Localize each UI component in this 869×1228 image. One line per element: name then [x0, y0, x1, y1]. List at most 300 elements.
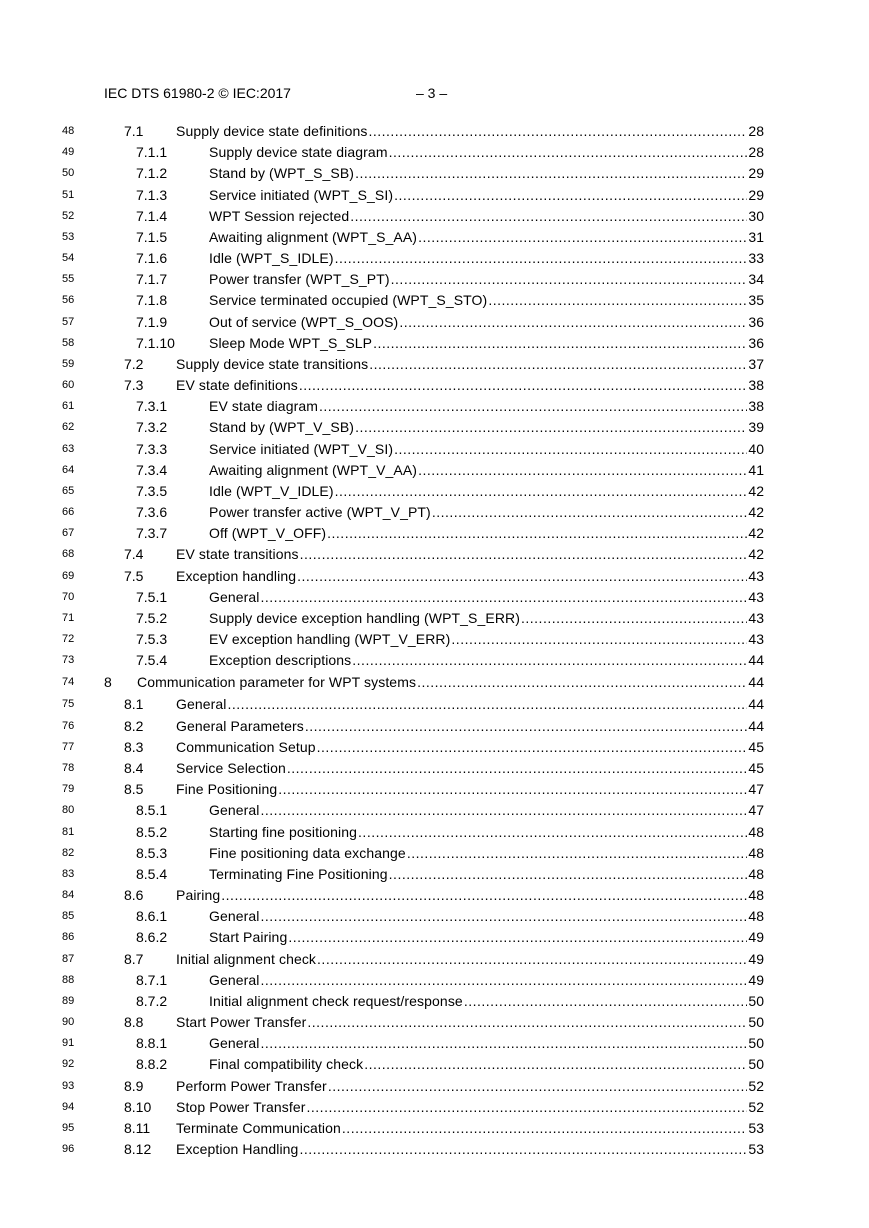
dot-leader	[391, 269, 748, 290]
toc-entry[interactable]	[0, 269, 869, 290]
section-title: Power transfer active (WPT_V_PT)	[209, 504, 431, 521]
toc-entry-body	[124, 716, 764, 737]
toc-entry[interactable]	[0, 671, 869, 694]
section-title: EV state transitions	[176, 546, 299, 563]
section-title: Start Power Transfer	[176, 1014, 307, 1031]
dot-leader	[399, 312, 747, 333]
toc-entry[interactable]	[0, 544, 869, 565]
section-title: General	[209, 1035, 260, 1052]
toc-entry-body	[136, 227, 764, 248]
section-title: Fine Positioning	[176, 781, 278, 798]
page-reference: 49	[748, 971, 764, 988]
dot-leader	[355, 417, 747, 438]
toc-entry[interactable]	[0, 1118, 869, 1139]
section-number: 8.6.2	[136, 929, 168, 946]
toc-entry-body	[124, 1118, 764, 1139]
page-reference: 40	[748, 440, 764, 457]
toc-entry[interactable]	[0, 906, 869, 927]
toc-entry[interactable]	[0, 822, 869, 843]
toc-entry[interactable]	[0, 354, 869, 375]
line-number: 57	[62, 315, 75, 328]
line-number: 64	[62, 463, 75, 476]
line-number: 91	[62, 1037, 75, 1050]
section-number: 8.5.1	[136, 802, 168, 819]
line-number: 58	[62, 336, 75, 349]
page-reference: 34	[748, 271, 764, 288]
toc-entry[interactable]	[0, 502, 869, 523]
toc-entry[interactable]	[0, 758, 869, 779]
line-number: 50	[62, 167, 75, 180]
dot-leader	[297, 566, 747, 587]
toc-entry[interactable]	[0, 779, 869, 800]
document-identifier: IEC DTS 61980-2 © IEC:2017	[104, 85, 291, 101]
line-number: 80	[62, 804, 75, 817]
section-number: 8.4	[124, 759, 144, 776]
toc-entry-body	[136, 312, 764, 333]
toc-entry-body	[124, 949, 764, 970]
section-title: Off (WPT_V_OFF)	[209, 525, 327, 542]
toc-entry[interactable]	[0, 608, 869, 629]
page-reference: 53	[748, 1119, 764, 1136]
page-reference: 50	[748, 1035, 764, 1052]
section-title: EV state diagram	[209, 398, 318, 415]
line-number: 77	[62, 740, 75, 753]
page-reference: 36	[748, 334, 764, 351]
dot-leader	[300, 544, 748, 565]
section-title: Fine positioning data exchange	[209, 844, 406, 861]
toc-entry[interactable]	[0, 206, 869, 227]
section-number: 7.3.1	[136, 398, 168, 415]
section-title: Perform Power Transfer	[176, 1077, 327, 1094]
toc-entry-body	[136, 991, 764, 1012]
section-number: 8.9	[124, 1077, 144, 1094]
page-reference: 50	[748, 1014, 764, 1031]
section-title: Final compatibility check	[209, 1056, 364, 1073]
toc-entry-body	[124, 737, 764, 758]
section-title: General	[209, 971, 260, 988]
dot-leader	[221, 885, 747, 906]
page-reference: 42	[748, 546, 764, 563]
dot-leader	[307, 1012, 747, 1033]
line-number: 95	[62, 1121, 75, 1134]
toc-entry-body	[104, 671, 764, 694]
toc-entry[interactable]	[0, 185, 869, 206]
page-reference: 42	[748, 504, 764, 521]
line-number: 84	[62, 889, 75, 902]
toc-entry-body	[136, 906, 764, 927]
toc-entry[interactable]	[0, 716, 869, 737]
toc-entry-body	[124, 354, 764, 375]
section-number: 7.3	[124, 377, 144, 394]
dot-leader	[335, 248, 748, 269]
section-number: 7.1.10	[136, 334, 175, 351]
page-reference: 44	[748, 652, 764, 669]
section-title: Supply device state definitions	[176, 123, 368, 139]
section-title: Starting fine positioning	[209, 823, 358, 840]
section-title: Initial alignment check	[176, 950, 317, 967]
toc-entry-body	[136, 439, 764, 460]
dot-leader	[319, 396, 747, 417]
toc-entry-body	[136, 523, 764, 544]
toc-entry-body	[136, 248, 764, 269]
toc-entry[interactable]	[0, 1097, 869, 1118]
line-number: 52	[62, 209, 75, 222]
section-number: 8.6	[124, 887, 144, 904]
dot-leader	[261, 587, 748, 608]
toc-entry[interactable]	[0, 312, 869, 333]
line-number: 65	[62, 484, 75, 497]
dot-leader	[328, 1076, 748, 1097]
toc-entry-body	[136, 1054, 764, 1075]
page-reference: 50	[748, 1056, 764, 1073]
dot-leader	[488, 290, 747, 311]
toc-entry[interactable]	[0, 650, 869, 671]
section-number: 7.1.4	[136, 207, 168, 224]
section-number: 8.7.2	[136, 992, 168, 1009]
line-number: 49	[62, 146, 75, 159]
toc-entry-body	[124, 121, 764, 142]
dot-leader	[369, 354, 747, 375]
toc-entry-body	[136, 163, 764, 184]
line-number: 76	[62, 719, 75, 732]
section-title: General	[209, 802, 260, 819]
section-number: 7.1.5	[136, 228, 168, 245]
page-reference: 44	[748, 674, 764, 691]
toc-entry[interactable]	[0, 290, 869, 311]
dot-leader	[350, 206, 747, 227]
page-reference: 52	[748, 1077, 764, 1094]
toc-entry[interactable]	[0, 439, 869, 460]
section-title: Supply device state diagram	[209, 144, 388, 161]
section-number: 8.8.2	[136, 1056, 168, 1073]
line-number: 78	[62, 761, 75, 774]
toc-entry[interactable]	[0, 163, 869, 184]
section-title: Stop Power Transfer	[176, 1098, 306, 1115]
section-number: 8.5	[124, 781, 144, 798]
line-number: 51	[62, 188, 75, 201]
page-reference: 39	[748, 419, 764, 436]
line-number: 48	[62, 125, 75, 137]
section-number: 7.4	[124, 546, 144, 563]
section-number: 8.2	[124, 717, 144, 734]
section-title: EV state definitions	[176, 377, 298, 394]
section-number: 7.5	[124, 567, 144, 584]
section-title: Exception handling	[176, 567, 297, 584]
section-number: 7.3.2	[136, 419, 168, 436]
section-number: 8.12	[124, 1141, 152, 1158]
section-title: Supply device exception handling (WPT_S_ERR)	[209, 609, 520, 626]
toc-entry[interactable]	[0, 121, 869, 142]
section-title: Service terminated occupied (WPT_S_STO)	[209, 292, 488, 309]
section-title: Awaiting alignment (WPT_V_AA)	[209, 461, 418, 478]
section-number: 7.5.4	[136, 652, 168, 669]
page-reference: 48	[748, 865, 764, 882]
section-title: Idle (WPT_V_IDLE)	[209, 482, 334, 499]
toc-entry-body	[136, 417, 764, 438]
line-number: 75	[62, 698, 75, 711]
section-number: 7.3.5	[136, 482, 168, 499]
toc-entry-body	[136, 650, 764, 671]
toc-entry-body	[124, 566, 764, 587]
toc-entry-body	[136, 587, 764, 608]
toc-entry[interactable]	[0, 333, 869, 354]
line-number: 85	[62, 910, 75, 923]
toc-entry[interactable]	[0, 1012, 869, 1033]
dot-leader	[451, 629, 747, 650]
section-title: General	[176, 696, 227, 713]
dot-leader	[228, 694, 748, 715]
page-reference: 29	[748, 186, 764, 203]
section-title: Out of service (WPT_S_OOS)	[209, 313, 399, 330]
toc-entry[interactable]	[0, 587, 869, 608]
line-number: 93	[62, 1079, 75, 1092]
page-reference: 49	[748, 950, 764, 967]
dot-leader	[261, 1033, 748, 1054]
toc-entry[interactable]	[0, 737, 869, 758]
page-reference: 48	[748, 844, 764, 861]
toc-entry[interactable]	[0, 142, 869, 163]
toc-entry-body	[136, 185, 764, 206]
line-number: 60	[62, 379, 75, 392]
section-number: 7.1.7	[136, 271, 168, 288]
section-title: EV exception handling (WPT_V_ERR)	[209, 631, 451, 648]
line-number: 72	[62, 633, 75, 646]
section-number: 7.1.9	[136, 313, 168, 330]
line-number: 67	[62, 527, 75, 540]
section-number: 8.11	[124, 1119, 151, 1136]
toc-entry-body	[136, 843, 764, 864]
page-reference: 47	[748, 781, 764, 798]
section-number: 7.5.1	[136, 588, 168, 605]
dot-leader	[317, 737, 748, 758]
line-number: 69	[62, 569, 75, 582]
dot-leader	[389, 864, 748, 885]
toc-entry[interactable]	[0, 523, 869, 544]
section-title: Pairing	[176, 887, 221, 904]
line-number: 71	[62, 611, 75, 624]
section-number: 8.5.3	[136, 844, 168, 861]
line-number: 94	[62, 1100, 75, 1113]
section-number: 8.7	[124, 950, 144, 967]
page-reference: 45	[748, 759, 764, 776]
section-title: Idle (WPT_S_IDLE)	[209, 250, 334, 267]
section-title: Communication Setup	[176, 738, 316, 755]
toc-entry[interactable]	[0, 843, 869, 864]
section-number: 7.1	[124, 123, 144, 139]
toc-entry[interactable]	[0, 970, 869, 991]
section-title: Exception descriptions	[209, 652, 352, 669]
page-reference: 45	[748, 738, 764, 755]
toc-entry[interactable]	[0, 800, 869, 821]
page-reference: 43	[748, 588, 764, 605]
section-number: 7.5.3	[136, 631, 168, 648]
toc-entry[interactable]	[0, 1033, 869, 1054]
section-title: Exception Handling	[176, 1141, 299, 1158]
section-number: 7.1.3	[136, 186, 168, 203]
line-number: 73	[62, 654, 75, 667]
toc-entry[interactable]	[0, 417, 869, 438]
page-reference: 48	[748, 887, 764, 904]
toc-entry[interactable]	[0, 375, 869, 396]
page-reference: 49	[748, 929, 764, 946]
page-reference: 31	[748, 228, 764, 245]
toc-entry-body	[136, 142, 764, 163]
section-title: Stand by (WPT_V_SB)	[209, 419, 355, 436]
toc-entry-body	[124, 885, 764, 906]
dot-leader	[432, 502, 748, 523]
page-reference: 48	[748, 823, 764, 840]
page-reference: 44	[748, 717, 764, 734]
dot-leader	[417, 671, 747, 694]
dot-leader	[317, 949, 747, 970]
line-number: 92	[62, 1058, 75, 1071]
page-reference: 38	[748, 377, 764, 394]
line-number: 53	[62, 230, 75, 243]
page-header	[104, 84, 764, 102]
section-title: Awaiting alignment (WPT_S_AA)	[209, 228, 418, 245]
dot-leader	[373, 333, 747, 354]
dot-leader	[355, 163, 747, 184]
section-title: General	[209, 908, 260, 925]
dot-leader	[394, 185, 747, 206]
dot-leader	[368, 121, 747, 142]
line-number: 81	[62, 825, 75, 838]
toc-entry-body	[136, 970, 764, 991]
toc-entry-body	[136, 608, 764, 629]
page-reference: 48	[748, 908, 764, 925]
dot-leader	[287, 758, 748, 779]
line-number: 54	[62, 252, 75, 265]
toc-entry[interactable]	[0, 949, 869, 970]
line-number: 83	[62, 867, 75, 880]
toc-entry-body	[136, 460, 764, 481]
page-reference: 37	[748, 355, 764, 372]
line-number: 61	[62, 400, 75, 413]
line-number: 82	[62, 846, 75, 859]
page-reference: 28	[748, 144, 764, 161]
section-title: Service initiated (WPT_S_SI)	[209, 186, 394, 203]
toc-entry-body	[136, 396, 764, 417]
section-number: 7.1.6	[136, 250, 168, 267]
dot-leader	[389, 142, 748, 163]
section-number: 8.10	[124, 1098, 152, 1115]
section-number: 8.1	[124, 696, 144, 713]
toc-entry-body	[136, 206, 764, 227]
page-reference: 35	[748, 292, 764, 309]
section-number: 7.1.1	[136, 144, 168, 161]
page-reference: 50	[748, 992, 764, 1009]
line-number: 62	[62, 421, 75, 434]
dot-leader	[299, 1139, 747, 1160]
toc-entry[interactable]	[0, 694, 869, 715]
toc-entry[interactable]	[0, 1139, 869, 1160]
toc-entry[interactable]	[0, 991, 869, 1012]
section-title: Service initiated (WPT_V_SI)	[209, 440, 394, 457]
section-number: 8.3	[124, 738, 144, 755]
toc-entry[interactable]	[0, 629, 869, 650]
toc-entry-body	[136, 1033, 764, 1054]
toc-entry[interactable]	[0, 460, 869, 481]
page-reference: 42	[748, 482, 764, 499]
line-number: 96	[62, 1143, 75, 1156]
section-title: Terminating Fine Positioning	[209, 865, 388, 882]
toc-entry-body	[136, 822, 764, 843]
section-number: 8.6.1	[136, 908, 168, 925]
dot-leader	[464, 991, 748, 1012]
dot-leader	[335, 481, 748, 502]
dot-leader	[418, 460, 747, 481]
line-number: 68	[62, 548, 75, 561]
toc-entry[interactable]	[0, 1054, 869, 1075]
toc-entry-body	[124, 694, 764, 715]
toc-entry[interactable]	[0, 396, 869, 417]
page-reference: 41	[748, 461, 764, 478]
toc-entry-body	[136, 290, 764, 311]
toc-entry-body	[124, 1097, 764, 1118]
toc-entry[interactable]	[0, 248, 869, 269]
page-reference: 29	[748, 165, 764, 182]
dot-leader	[299, 375, 748, 396]
section-title: General Parameters	[176, 717, 304, 734]
section-title: Initial alignment check request/response	[209, 992, 463, 1009]
dot-leader	[418, 227, 747, 248]
line-number: 70	[62, 590, 75, 603]
dot-leader	[278, 779, 747, 800]
section-title: Communication parameter for WPT systems	[137, 674, 417, 691]
section-number: 7.3.4	[136, 461, 168, 478]
dot-leader	[288, 927, 747, 948]
line-number: 87	[62, 952, 75, 965]
line-number: 56	[62, 294, 75, 307]
page-reference: 44	[748, 696, 764, 713]
toc-entry[interactable]	[0, 227, 869, 248]
section-number: 7.1.8	[136, 292, 168, 309]
toc-entry-body	[124, 1139, 764, 1160]
toc-entry[interactable]	[0, 864, 869, 885]
page-reference: 36	[748, 313, 764, 330]
line-number: 86	[62, 931, 75, 944]
toc-entry-body	[124, 1012, 764, 1033]
page-reference: 43	[748, 609, 764, 626]
line-number: 79	[62, 783, 75, 796]
line-number: 89	[62, 994, 75, 1007]
toc-entry[interactable]	[0, 885, 869, 906]
table-of-contents	[0, 121, 869, 1160]
page-reference: 42	[748, 525, 764, 542]
toc-entry[interactable]	[0, 1076, 869, 1097]
section-number: 8	[104, 674, 112, 691]
line-number: 66	[62, 506, 75, 519]
toc-entry-body	[136, 800, 764, 821]
toc-entry-body	[136, 333, 764, 354]
toc-entry-body	[124, 375, 764, 396]
dot-leader	[305, 716, 748, 737]
section-title: General	[209, 588, 260, 605]
section-number: 7.1.2	[136, 165, 168, 182]
dot-leader	[261, 970, 748, 991]
page-reference: 53	[748, 1141, 764, 1158]
toc-entry[interactable]	[0, 927, 869, 948]
toc-entry[interactable]	[0, 566, 869, 587]
page-number: – 3 –	[416, 85, 448, 101]
section-number: 8.5.2	[136, 823, 168, 840]
section-title: Start Pairing	[209, 929, 288, 946]
toc-entry-body	[136, 502, 764, 523]
toc-entry-body	[124, 779, 764, 800]
toc-entry[interactable]	[0, 481, 869, 502]
toc-entry-body	[136, 927, 764, 948]
section-title: WPT Session rejected	[209, 207, 350, 224]
